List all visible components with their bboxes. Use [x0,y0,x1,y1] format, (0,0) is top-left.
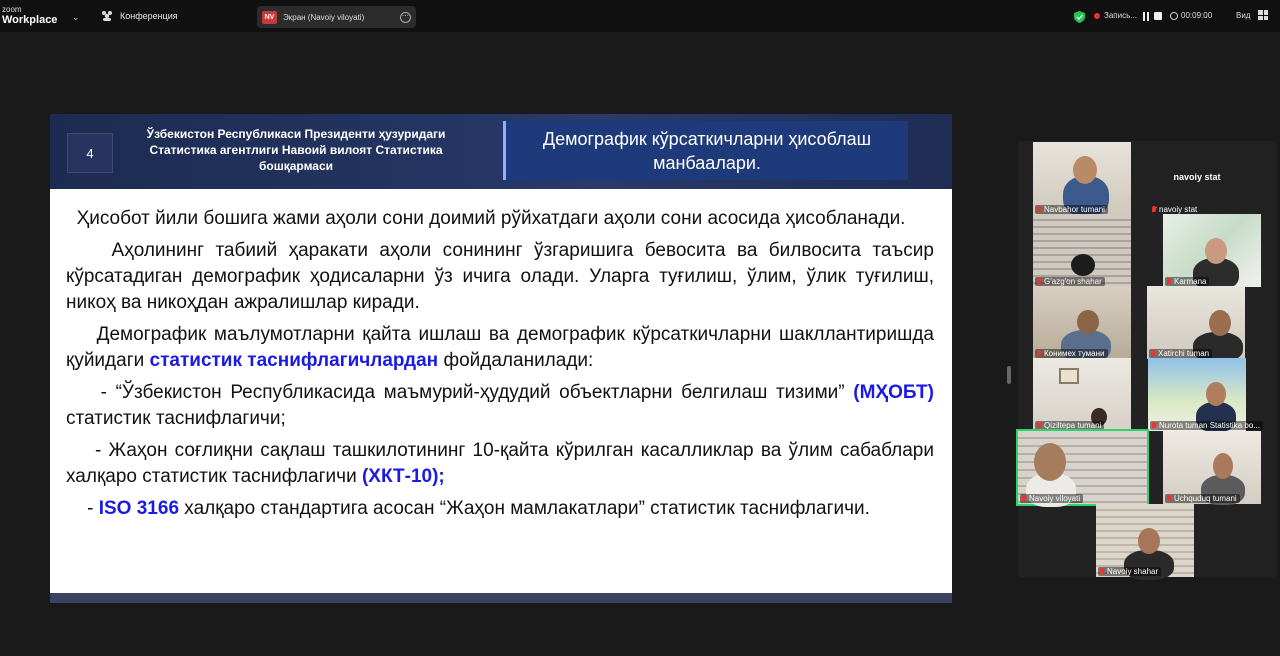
paragraph-mhobt: - “Ўзбекистон Республикасида маъмурий-ҳудудий объектларни белгилаш тизими” (МҲОБТ) статистик таснифлагичи; [66,382,934,429]
shared-slide [50,114,952,603]
muted-mic-icon [1151,206,1157,214]
meeting-top-bar [0,0,1280,32]
participant-name: Qiziltepa tumani [1035,421,1104,430]
chevron-down-icon[interactable]: ⌄ [72,12,80,22]
recording-dot-icon [1094,13,1100,19]
screen-share-indicator[interactable] [257,6,416,28]
participant-name: Karmana [1165,277,1209,286]
participant-tile[interactable] [1148,142,1246,215]
participant-gallery [1018,141,1277,577]
zoom-workplace-logo[interactable] [2,5,57,26]
participant-tile[interactable] [1033,214,1131,287]
sharer-badge: NV [262,11,277,24]
muted-mic-icon [1021,495,1027,503]
view-menu-button[interactable]: Вид [1236,11,1251,20]
clock-icon [1170,12,1178,20]
participant-name: Navbahor tumani [1035,205,1108,214]
participant-name: Nurota tuman Statistika bo... [1150,421,1263,430]
participant-tile[interactable] [1163,431,1261,504]
paragraph-population: Ҳисобот йили бошига жами аҳоли сони доимий рўйхатдаги аҳоли сони асосида ҳисобланади. [76,208,906,229]
participant-tile[interactable] [1096,504,1194,577]
screen-share-label: Экран (Navoiy viloyati) [283,12,365,22]
muted-mic-icon [1150,350,1156,358]
slide-title: Демографик кўрсаткичларни ҳисоблаш манбаалари. [503,121,908,180]
paragraph-natural-movement: Аҳолининг табиий ҳаракати аҳоли сонининг ўзгаришига бевосита ва билвосита таъсир кўрсатадиган демографик ҳодисаларни ўз ичига олади. Уларга туғилиш, ўлим, ўлик туғилиш, никоҳ ва никоҳдан ажралишлар киради. [66,240,934,313]
participant-name: Navoiy shahar [1098,567,1161,576]
meeting-timer [1170,11,1212,20]
pause-recording-button[interactable] [1142,12,1150,21]
encryption-shield-icon[interactable] [1074,10,1085,22]
stop-recording-button[interactable] [1154,12,1162,20]
muted-mic-icon [1151,422,1157,430]
muted-mic-icon [1036,350,1042,358]
muted-mic-icon [1036,278,1042,286]
participant-tile[interactable] [1033,142,1131,215]
paragraph-icd10: - Жаҳон соғлиқни сақлаш ташкилотининг 10-қайта кўрилган касалликлар ва ўлим сабаблари халқаро статистик таснифлагичи (ХКТ-10); [66,440,934,487]
paragraph-classifiers: Демографик маълумотларни қайта ишлаш ва демографик кўрсаткичларни шакллантиришда қуйидаги статистик таснифлагичлардан фойдаланилади: [66,324,934,371]
participant-name: Конимех тумани [1035,349,1108,358]
muted-mic-icon [1036,422,1042,430]
recording-label: Запись... [1104,11,1137,20]
participant-display-name: navoiy stat [1173,172,1221,182]
conference-menu[interactable] [100,10,178,22]
participant-tile[interactable] [1147,286,1245,359]
participant-name: Xatirchi tuman [1149,349,1212,358]
muted-mic-icon [1099,568,1105,576]
recording-indicator[interactable] [1094,11,1137,20]
splitter-handle[interactable] [1007,366,1011,384]
participant-tile[interactable] [1163,214,1261,287]
slide-footer-bar [50,593,952,603]
slide-number: 4 [67,133,113,173]
conference-label: Конференция [120,11,178,21]
agency-name: Ўзбекистон Республикаси Президенти ҳузуридаги Статистика агентлиги Навоий вилоят Статистика бошқармаси [146,127,446,173]
muted-mic-icon [1166,495,1172,503]
participant-name: navoiy stat [1150,205,1200,214]
participant-tile[interactable] [1033,358,1131,431]
participant-name: G'azg'on shahar [1035,277,1105,286]
brand-bottom: Workplace [2,14,58,26]
brand-top: zoom [2,5,22,14]
muted-mic-icon [1166,278,1172,286]
participant-tile[interactable] [1033,286,1131,359]
active-speaker-tile[interactable] [1018,431,1147,504]
participants-icon [100,10,114,22]
muted-mic-icon [1036,206,1042,214]
paragraph-iso3166: - ISO 3166 халқаро стандартига асосан “Жаҳон мамлакатлари” статистик таснифлагичи. [87,498,870,519]
slide-header [50,114,952,189]
participant-name: Navoiy viloyati [1020,494,1083,503]
timer-value: 00:09:00 [1181,11,1213,20]
more-options-icon[interactable]: ⋯ [400,12,411,23]
participant-tile[interactable] [1148,358,1260,431]
slide-body [66,206,934,528]
grid-view-icon[interactable] [1258,10,1268,20]
participant-name: Uchquduq tumani [1165,494,1240,503]
